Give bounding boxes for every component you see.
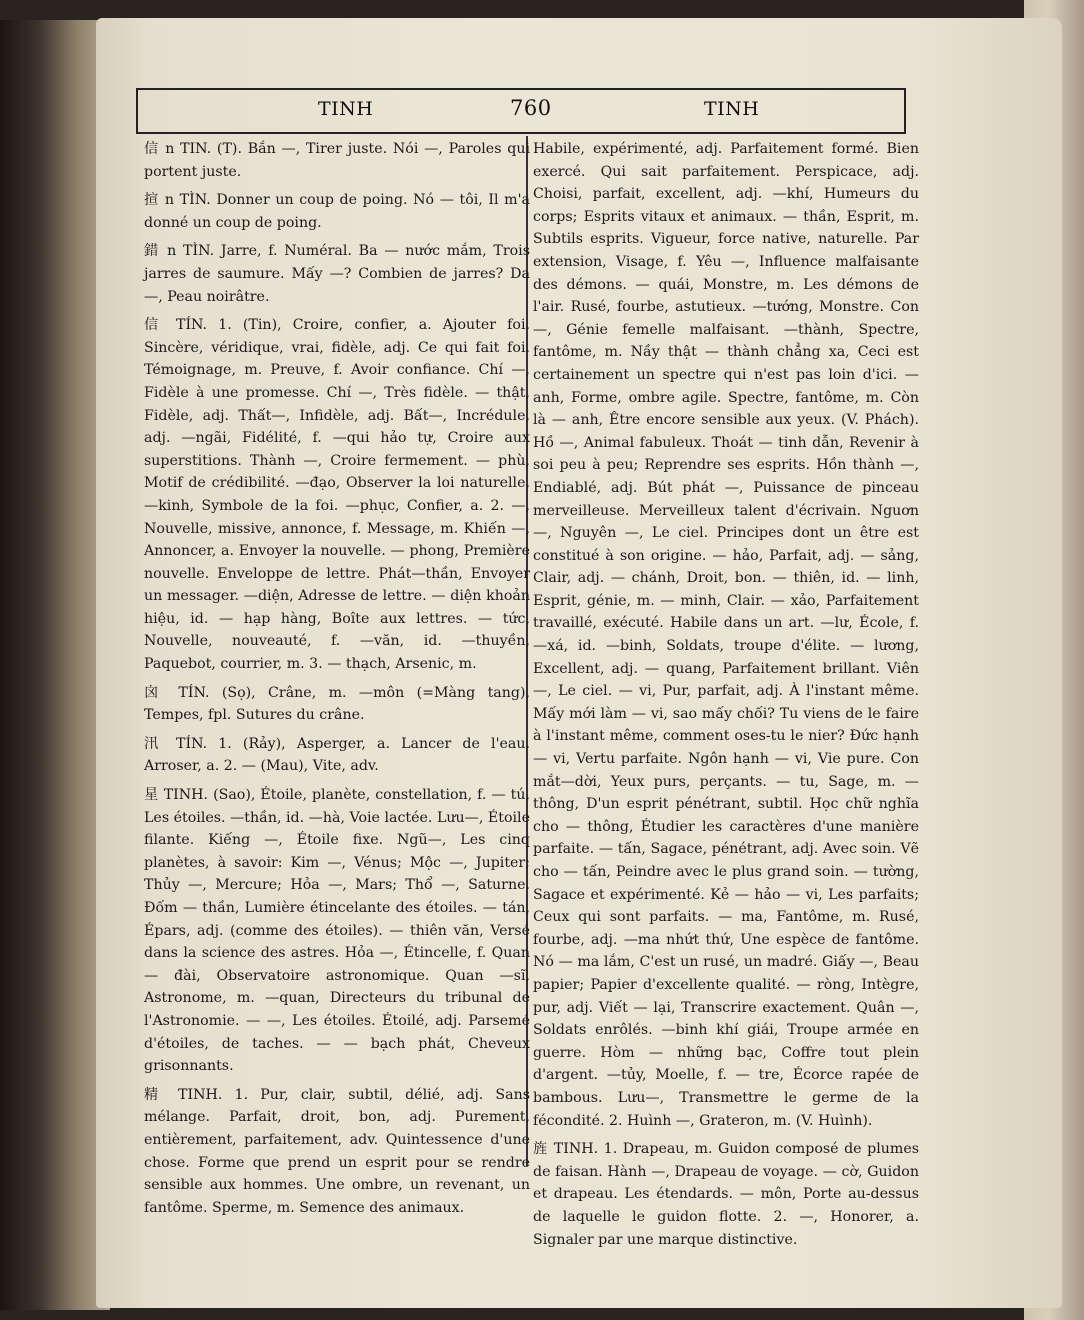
header-right-word: TINH bbox=[704, 98, 760, 120]
right-column bbox=[533, 138, 919, 1257]
dictionary-entry: 錯 n TÌN. Jarre, f. Numéral. Ba — nước mắm, Trois jarres de saumure. Mấy —? Combien de jarres? Da —, Peau noirâtre. bbox=[144, 243, 530, 305]
left-column bbox=[144, 138, 530, 1225]
dictionary-entry: 揎 n TÌN. Donner un coup de poing. Nó — tôi, Il m'a donné un coup de poing. bbox=[144, 192, 530, 231]
dictionary-entry: 星 TINH. (Sao), Étoile, planète, constellation, f. — tú, Les étoiles. —thần, id. —hà, Voie lactée. Lưu—, Étoile filante. Kiếng —, Étoile fixe. Ngũ—, Les cinq planètes, à savoir: Kim —, Vénus; Mộc —, Jupiter; Thủy —, Mercure; Hỏa —, Mars; Thổ —, Saturne. Đốm — thần, Lumière étincelante des étoiles. — tán, Épars, adj. (comme des étoiles). — thiên văn, Versé dans la science des astres. Hỏa —, Étincelle, f. Quan — đài, Observatoire astronomique. Quan —sĩ, Astronome, m. —quan, Directeurs du tribunal de l'Astronomie. — —, Les étoiles. Étoilé, adj. Parsemé d'étoiles, de taches. — — bạch phát, Cheveux grisonnants. bbox=[144, 787, 530, 1075]
dictionary-entry: 信 n TIN. (T). Bắn —, Tirer juste. Nói —, Paroles qui portent juste. bbox=[144, 141, 530, 180]
book-spine-left bbox=[0, 20, 110, 1310]
header-left-word: TINH bbox=[318, 98, 374, 120]
dictionary-entry: 精 TINH. 1. Pur, clair, subtil, délié, adj. Sans mélange. Parfait, droit, bon, adj. Purement, entièrement, parfaitement, adv. Quintessence d'une chose. Forme que prend un esprit pour se rendre sensible aux hommes. Une ombre, un revenant, un fantôme. Sperme, m. Semence des animaux. bbox=[144, 1086, 530, 1216]
page-number: 760 bbox=[510, 96, 552, 120]
dictionary-entry: Habile, expérimenté, adj. Parfaitement formé. Bien exercé. Qui sait parfaitement. Perspicace, adj. Choisi, parfait, excellent, adj. —khí, Humeurs du corps; Esprits vitaux et animaux. — thần, Esprit, m. Subtils esprits. Vigueur, force native, naturelle. Par extension, Visage, f. Yêu —, Influence malfaisante des démons. — quái, Monstre, m. Les démons de l'air. Rusé, fourbe, astutieux. —tướng, Monstre. Con—, Génie femelle malfaisant. —thành, Spectre, fantôme, m. Nầy thật — thành chẳng xa, Ceci est certainement un spectre qui n'est pas loin d'ici. —anh, Forme, ombre agile. Spectre, fantôme, m. Còn là — anh, Être encore sensible aux yeux. (V. Phách). Hồ —, Animal fabuleux. Thoát — tinh dẫn, Revenir à soi peu à peu; Reprendre ses esprits. Hồn thành —, Endiablé, adj. Bút phát —, Puissance de pinceau merveilleuse. Merveilleux talent d'écrivain. Nguơn —, Nguyên —, Le ciel. Principes dont un être est constitué à son origine. — hảo, Parfait, adj. — sảng, Clair, adj. — chánh, Droit, bon. — thiên, id. — linh, Esprit, génie, m. — minh, Clair. — xảo, Parfaitement travaillé, exécuté. Habile dans un art. —lư, École, f. —xá, id. —binh, Soldats, troupe d'élite. — lương, Excellent, adj. — quang, Parfaitement brillant. Viên —, Le ciel. — vi, Pur, parfait, adj. À l'instant même. Mấy mới làm — vi, sao mấy chối? Tu viens de le faire à l'instant même, comment oses-tu le nier? Đức hạnh — vi, Vertu parfaite. Ngôn hạnh — vi, Vie pure. Con mắt—dời, Yeux purs, perçants. — tu, Sage, m. — thông, D'un esprit pénétrant, subtil. Học chữ nghĩa cho — thông, Étudier les caractères d'une manière parfaite. — tấn, Sagace, pénétrant, adj. Avec soin. Vẽ cho — tấn, Peindre avec le plus grand soin. — tường, Sagace et expérimenté. Kẻ — hảo — vi, Les parfaits; Ceux qui sont parfaits. — ma, Fantôme, m. Rusé, fourbe, adj. —ma nhứt thứ, Une espèce de fantôme. Nó — ma lắm, C'est un rusé, un madré. Giấy —, Beau papier; Papier d'excellente qualité. — ròng, Intègre, pur, adj. Viết — lại, Transcrire exactement. Quân —, Soldats enrôlés. —binh khí giái, Troupe armée en guerre. Hòm — những bạc, Coffre tout plein d'argent. —tủy, Moelle, f. — tre, Écorce rapée de bambous. Lưu—, Transmettre le germe de la fécondité. 2. Huình —, Grateron, m. (V. Huình). bbox=[533, 141, 919, 1129]
running-header bbox=[136, 88, 906, 134]
dictionary-entry: 旌 TINH. 1. Drapeau, m. Guidon composé de plumes de faisan. Hành —, Drapeau de voyage. — cờ, Guidon et drapeau. Les étendards. — môn, Porte au-dessus de laquelle le guidon flotte. 2. —, Honorer, a. Signaler par une marque distinctive. bbox=[533, 1141, 919, 1248]
dictionary-entry: 信 TÍN. 1. (Tin), Croire, confier, a. Ajouter foi. Sincère, véridique, vrai, fidèle, adj. Ce qui fait foi. Témoignage, m. Preuve, f. Avoir confiance. Chí —, Fidèle à une promesse. Chí —, Très fidèle. — thật, Fidèle, adj. Thất—, Infidèle, adj. Bất—, Incrédule, adj. —ngãi, Fidélité, f. —qui hảo tự, Croire aux superstitions. Thành —, Croire fermement. — phù, Motif de crédibilité. —đạo, Observer la loi naturelle. —kinh, Symbole de la foi. —phục, Confier, a. 2. —, Nouvelle, missive, annonce, f. Message, m. Khiến —, Annoncer, a. Envoyer la nouvelle. — phong, Première nouvelle. Enveloppe de lettre. Phát—thần, Envoyer un messager. —diện, Adresse de lettre. — diện khoản hiệu, id. — hạp hàng, Boîte aux lettres. — tức, Nouvelle, nouveauté, f. —văn, id. —thuyền, Paquebot, courrier, m. 3. — thạch, Arsenic, m. bbox=[144, 317, 530, 673]
dictionary-entry: 囟 TÍN. (Sọ), Crâne, m. —môn (=Màng tang), Tempes, fpl. Sutures du crâne. bbox=[144, 684, 530, 724]
dictionary-entry: 汛 TÍN. 1. (Rảy), Asperger, a. Lancer de l'eau. Arroser, a. 2. — (Mau), Vite, adv. bbox=[144, 735, 530, 775]
